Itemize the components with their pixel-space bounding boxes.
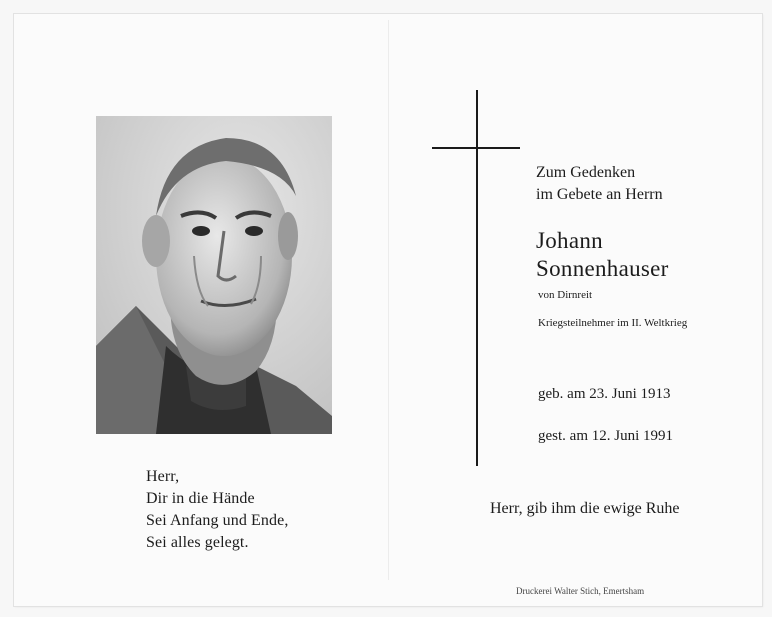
verse (146, 466, 288, 554)
birth-date: geb. am 23. Juni 1913 (538, 386, 671, 402)
war-veteran-note: Kriegsteilnehmer im II. Weltkrieg (538, 317, 688, 329)
deceased-name (536, 227, 669, 283)
verse-line: Dir in die Hände (146, 490, 255, 507)
portrait-photo (96, 116, 332, 434)
verse-line: Herr, (146, 468, 180, 485)
intro-line: im Gebete an Herrn (536, 186, 663, 203)
verse-line: Sei Anfang und Ende, (146, 512, 289, 529)
intro-line: Zum Gedenken (536, 164, 636, 181)
verse-line: Sei alles gelegt. (146, 534, 249, 551)
death-date: gest. am 12. Juni 1991 (538, 428, 673, 444)
prayer-line: Herr, gib ihm die ewige Ruhe (490, 500, 680, 517)
cross-bar (432, 147, 520, 149)
origin-text: von Dirnreit (538, 289, 593, 301)
card-fold-line (388, 20, 389, 580)
first-name: Johann (536, 228, 603, 253)
last-name: Sonnenhauser (536, 256, 669, 281)
memorial-intro (536, 162, 663, 206)
printer-credit: Druckerei Walter Stich, Emertsham (516, 586, 645, 596)
